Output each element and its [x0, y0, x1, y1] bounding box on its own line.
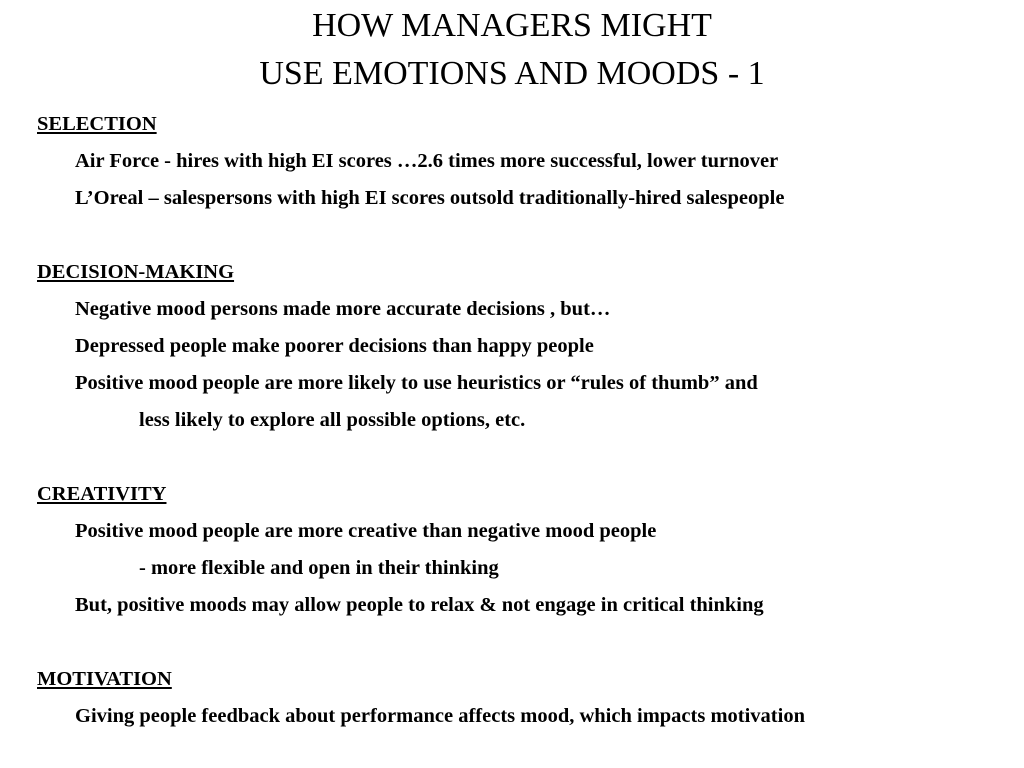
bullet-creativity-positive-mood: Positive mood people are more creative than negative mood people	[75, 520, 657, 542]
section-heading-selection: SELECTION	[37, 113, 157, 135]
bullet-decision-negative-mood: Negative mood persons made more accurate decisions , but…	[75, 298, 611, 320]
slide-title-line-2: USE EMOTIONS AND MOODS - 1	[259, 55, 765, 92]
spacer	[37, 624, 1017, 661]
slide-title-line-1: HOW MANAGERS MIGHT	[312, 7, 712, 44]
section-heading-decision-making: DECISION-MAKING	[37, 261, 235, 283]
section-heading-creativity: CREATIVITY	[37, 483, 167, 505]
spacer	[37, 439, 1017, 476]
bullet-creativity-critical-thinking: But, positive moods may allow people to relax & not engage in critical thinking	[75, 594, 764, 616]
slide-title	[0, 2, 1024, 98]
spacer	[37, 217, 1017, 254]
bullet-selection-air-force: Air Force - hires with high EI scores …2.6 times more successful, lower turnover	[75, 150, 779, 172]
bullet-decision-positive-mood-cont: less likely to explore all possible options, etc.	[139, 409, 526, 431]
bullet-selection-loreal: L’Oreal – salespersons with high EI scores outsold traditionally-hired salespeople	[75, 187, 785, 209]
bullet-motivation-feedback: Giving people feedback about performance affects mood, which impacts motivation	[75, 705, 805, 727]
bullet-creativity-flexible: - more flexible and open in their thinking	[139, 557, 499, 579]
section-heading-motivation: MOTIVATION	[37, 668, 172, 690]
bullet-decision-depressed: Depressed people make poorer decisions than happy people	[75, 335, 594, 357]
bullet-decision-positive-mood: Positive mood people are more likely to use heuristics or “rules of thumb” and	[75, 372, 758, 394]
slide-body	[37, 106, 1017, 735]
